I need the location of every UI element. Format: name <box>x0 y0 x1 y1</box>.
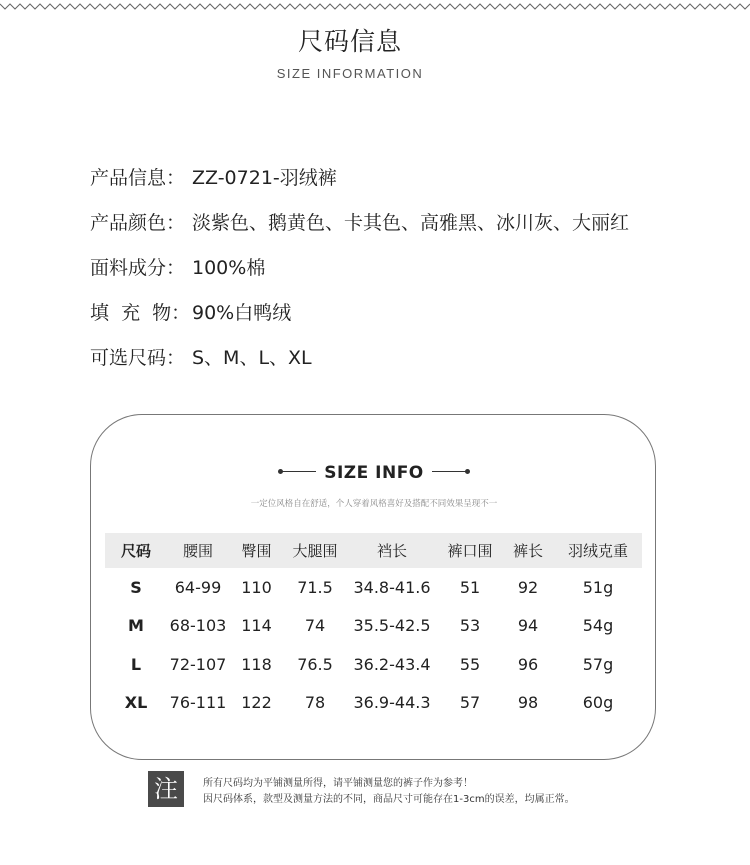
note-text <box>203 776 575 808</box>
cell-down-weight: 57g <box>582 654 614 674</box>
header-down-weight: 羽绒克重 <box>554 533 642 568</box>
cell-down-weight: 60g <box>582 693 614 713</box>
product-info-list <box>90 160 629 385</box>
header-waist: 腰围 <box>167 533 229 568</box>
info-value: 100%棉 <box>192 257 266 279</box>
cell-size: M <box>128 616 144 636</box>
cell-leg-opening: 51 <box>459 577 481 597</box>
top-zigzag-border <box>0 0 750 14</box>
cell-rise: 36.9-44.3 <box>353 693 431 713</box>
cell-leg-opening: 55 <box>459 654 481 674</box>
cell-leg-opening: 57 <box>459 693 481 713</box>
header-hip: 臀围 <box>229 533 284 568</box>
cell-length: 98 <box>517 693 539 713</box>
cell-thigh: 71.5 <box>297 577 333 597</box>
cell-length: 92 <box>517 577 539 597</box>
note-line: 所有尺码均为平铺测量所得，请平铺测量您的裤子作为参考！ <box>203 778 473 789</box>
info-label: 面料成分： <box>90 257 186 279</box>
info-label: 填 充 物： <box>90 302 191 324</box>
table-row <box>105 684 642 723</box>
cell-size: S <box>130 577 142 597</box>
header-length: 裤长 <box>502 533 554 568</box>
cell-hip: 114 <box>241 616 272 636</box>
size-info-title-text: SIZE INFO <box>324 463 424 483</box>
cell-size: XL <box>124 693 148 713</box>
note-badge: 注 <box>148 771 184 807</box>
info-value: ZZ-0721-羽绒裤 <box>192 167 337 189</box>
info-value: 90%白鸭绒 <box>192 302 292 324</box>
info-row-filling <box>90 295 629 340</box>
cell-thigh: 78 <box>304 693 326 713</box>
info-label: 产品颜色： <box>90 212 186 234</box>
size-info-card <box>90 414 656 760</box>
cell-rise: 36.2-43.4 <box>353 654 431 674</box>
note-line: 因尺码体系，款型及测量方法的不同，商品尺寸可能存在1-3cm的误差，均属正常。 <box>203 794 575 805</box>
size-table <box>105 533 642 722</box>
title-deco-right <box>432 471 468 472</box>
page-subtitle: SIZE INFORMATION <box>276 66 424 81</box>
info-value: 淡紫色、鹅黄色、卡其色、高雅黑、冰川灰、大丽红 <box>192 212 630 234</box>
title-deco-left <box>280 471 316 472</box>
header-rise: 裆长 <box>346 533 438 568</box>
header-leg-opening: 裤口围 <box>438 533 502 568</box>
cell-waist: 68-103 <box>169 616 227 636</box>
info-row-colors <box>90 205 629 250</box>
cell-thigh: 76.5 <box>297 654 333 674</box>
table-row <box>105 607 642 646</box>
cell-waist: 64-99 <box>174 577 222 597</box>
cell-down-weight: 51g <box>582 577 614 597</box>
cell-waist: 72-107 <box>169 654 227 674</box>
table-row <box>105 568 642 607</box>
info-row-product <box>90 160 629 205</box>
cell-waist: 76-111 <box>169 693 227 713</box>
info-value: S、M、L、XL <box>192 347 312 369</box>
info-label: 产品信息： <box>90 167 186 189</box>
size-info-subtitle: 一定位风格自在舒适，个人穿着风格喜好及搭配不同效果呈现不一 <box>250 499 498 509</box>
cell-length: 96 <box>517 654 539 674</box>
cell-size: L <box>130 654 142 674</box>
cell-rise: 35.5-42.5 <box>353 616 431 636</box>
table-header-row <box>105 533 642 568</box>
cell-hip: 110 <box>241 577 272 597</box>
size-info-title <box>91 463 657 483</box>
cell-hip: 122 <box>241 693 272 713</box>
table-row <box>105 645 642 684</box>
info-row-sizes <box>90 340 629 385</box>
info-label: 可选尺码： <box>90 347 186 369</box>
page-title: 尺码信息 <box>297 27 402 56</box>
cell-leg-opening: 53 <box>459 616 481 636</box>
cell-down-weight: 54g <box>582 616 614 636</box>
header-thigh: 大腿围 <box>284 533 346 568</box>
header-size: 尺码 <box>105 533 167 568</box>
cell-thigh: 74 <box>304 616 326 636</box>
cell-hip: 118 <box>241 654 272 674</box>
info-row-fabric <box>90 250 629 295</box>
cell-length: 94 <box>517 616 539 636</box>
cell-rise: 34.8-41.6 <box>353 577 431 597</box>
